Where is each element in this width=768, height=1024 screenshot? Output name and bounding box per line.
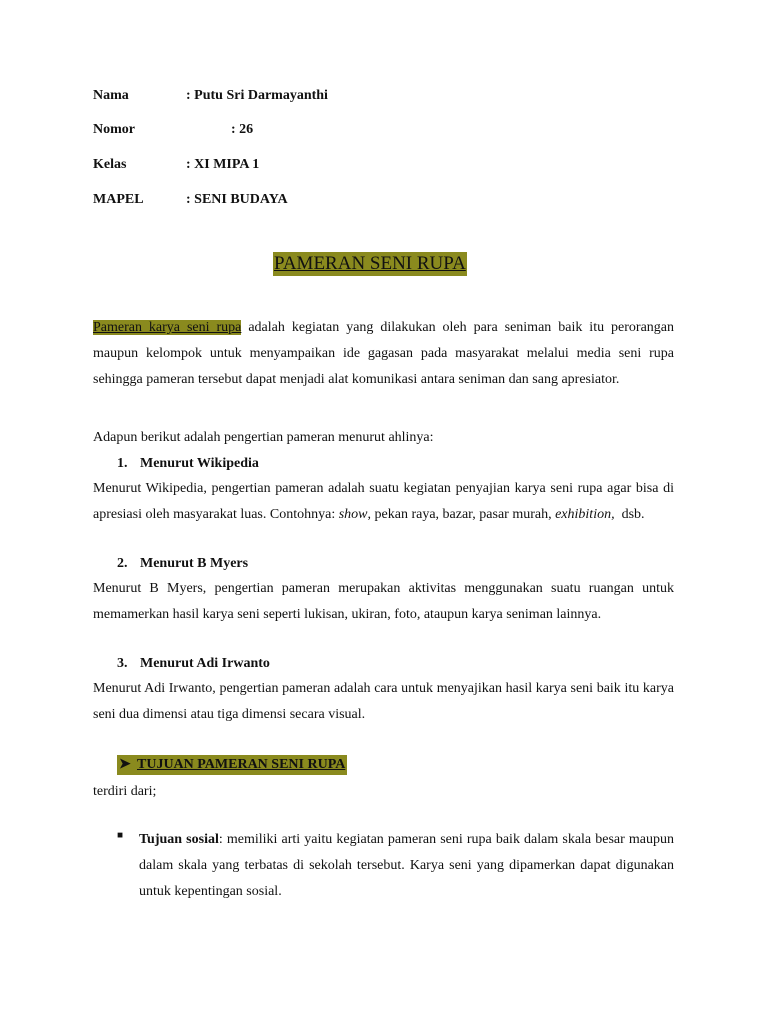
section-heading-text: TUJUAN PAMERAN SENI RUPA	[137, 757, 346, 772]
info-label: Nomor	[93, 122, 135, 137]
section-heading	[117, 755, 347, 775]
arrow-icon: ➤	[119, 757, 131, 772]
expert-heading-text: Menurut Wikipedia	[140, 456, 259, 471]
info-value: : 26	[231, 122, 254, 137]
page-title	[273, 252, 495, 276]
expert-heading-text: Menurut Adi Irwanto	[140, 656, 270, 671]
square-bullet-icon: ■	[117, 830, 124, 841]
bullet-text: : memiliki arti yaitu kegiatan pameran seni rupa baik dalam skala besar maupun dalam skala yang terbatas di sekolah tersebut. Karya seni yang dipamerkan dapat digunakan untuk kepentingan sosial.	[139, 832, 674, 899]
expert-italic-term: exhibition,	[555, 507, 615, 522]
info-label: Nama	[93, 88, 129, 103]
page-title-text: PAMERAN SENI RUPA	[274, 253, 466, 274]
expert-paragraph: Menurut B Myers, pengertian pameran merupakan aktivitas menggunakan suatu ruangan untuk memamerkan hasil karya seni seperti lukisan, ukiran, foto, ataupun karya seniman lainnya.	[93, 581, 674, 622]
info-value: : SENI BUDAYA	[186, 192, 288, 207]
expert-text: , pekan raya, bazar, pasar murah,	[367, 507, 556, 522]
bullet-term: Tujuan sosial	[139, 832, 219, 847]
expert-heading	[117, 556, 248, 572]
info-value: : XI MIPA 1	[186, 157, 260, 172]
expert-text: dsb.	[614, 507, 645, 522]
expert-text: Menurut Wikipedia, pengertian pameran adalah suatu kegiatan penyajian karya seni rupa agar bisa di apresiasi oleh masyarakat luas. Contohnya:	[93, 481, 674, 522]
expert-number: 2.	[117, 556, 128, 571]
lead-text: Adapun berikut adalah pengertian pameran menurut ahlinya:	[93, 430, 434, 445]
info-label: MAPEL	[93, 192, 144, 207]
expert-number: 1.	[117, 456, 128, 471]
expert-heading	[117, 656, 270, 672]
intro-text: adalah kegiatan yang dilakukan oleh para seniman baik itu perorangan maupun kelompok untuk menyampaikan ide gagasan pada masyarakat melalui media seni rupa sehingga pameran tersebut dapat menjadi alat komunikasi antara seniman dan sang apresiator.	[93, 320, 675, 387]
expert-heading	[117, 456, 259, 472]
expert-paragraph	[93, 476, 674, 528]
expert-paragraph: Menurut Adi Irwanto, pengertian pameran adalah cara untuk menyajikan hasil karya seni baik itu karya seni dua dimensi atau tiga dimensi secara visual.	[93, 681, 674, 722]
expert-number: 3.	[117, 656, 128, 671]
section-subtext: terdiri dari;	[93, 784, 157, 799]
intro-paragraph	[93, 315, 674, 393]
expert-italic-term: show	[338, 507, 368, 522]
expert-heading-text: Menurut B Myers	[140, 556, 249, 571]
intro-highlight: Pameran karya seni rupa	[93, 320, 242, 335]
info-label: Kelas	[93, 157, 127, 172]
bullet-paragraph	[139, 827, 674, 905]
info-value: : Putu Sri Darmayanthi	[186, 88, 328, 103]
